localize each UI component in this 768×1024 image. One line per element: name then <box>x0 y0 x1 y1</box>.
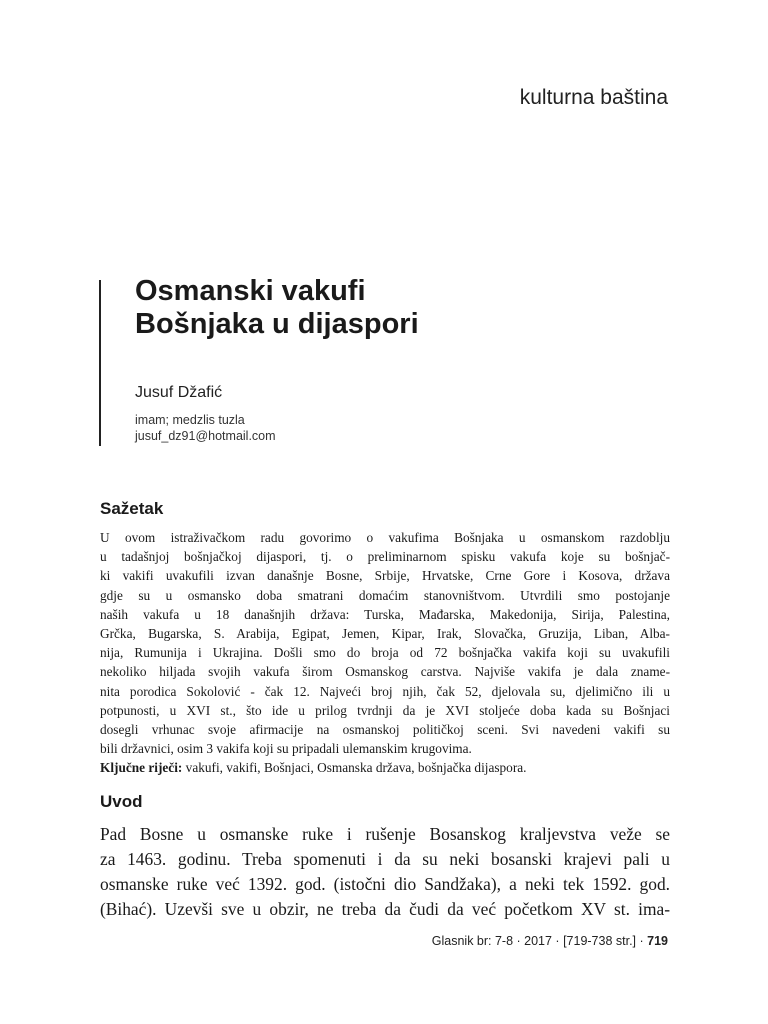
abstract-line: U ovom istraživačkom radu govorimo o vakufima Bošnjaka u osmanskom razdoblju <box>100 530 670 545</box>
abstract-line: nita porodica Sokolović - čak 12. Najveći broj njih, čak 52, djelovala su, djelimično ili u <box>100 683 670 699</box>
intro-line: Pad Bosne u osmanske ruke i rušenje Bosanskog kraljevstva veže se <box>100 824 670 844</box>
author-name: Jusuf Džafić <box>135 384 223 401</box>
abstract-line: ki vakifi uvakufili izvan današnje Bosne, Srbije, Hrvatske, Crne Gore i Kosova, država <box>100 568 670 584</box>
intro-heading: Uvod <box>100 792 143 811</box>
footer-citation: Glasnik br: 7-8 · 2017 · [719-738 str.] · <box>431 934 648 948</box>
keywords-list: vakufi, vakifi, Bošnjaci, Osmanska država, bošnjačka dijaspora. <box>182 760 527 776</box>
page-footer <box>432 934 668 948</box>
abstract-line: dosegli vrhunac svoje afirmacije na osmanskoj političkoj sceni. Svi navedeni vakifi su <box>100 722 670 738</box>
intro-line: osmanske ruke već 1392. god. (istočni dio Sandžaka), a neki tek 1592. god. <box>100 874 670 894</box>
abstract-line: bili državnici, osim 3 vakifa koji su pripadali ulemanskim krugovima. <box>100 741 472 757</box>
author-affiliation: imam; medzlis tuzla <box>135 413 245 427</box>
abstract-heading: Sažetak <box>100 499 164 518</box>
abstract-line: potpunosti, u XVI st., što ide u prilog tvrdnji da je XVI stoljeće doba kada su Bošnjaci <box>100 702 670 718</box>
section-tag: kulturna baština <box>519 86 668 109</box>
abstract-line: u tadašnjoj bošnjačkoj dijaspori, tj. o preliminarnom spisku vakufa koje su bošnjač- <box>100 549 670 565</box>
intro-line: (Bihać). Uzevši sve u obzir, ne treba da čudi da već početkom XV st. ima- <box>100 899 670 919</box>
intro-body <box>100 822 670 922</box>
author-email[interactable]: jusuf_dz91@hotmail.com <box>135 429 276 443</box>
keywords <box>100 758 670 777</box>
page-number: 719 <box>647 934 668 948</box>
abstract-line: gdje su u osmansko doba smatrani domaćim stanovništvom. Utvrdili smo postojanje <box>100 587 670 603</box>
abstract-line: nekoliko hiljada svojih vakufa širom Osmanskog carstva. Najviše vakifa je dala zname- <box>100 664 670 680</box>
article-title <box>135 275 419 341</box>
title-line: Osmanski vakufi <box>135 275 366 307</box>
abstract-body <box>100 528 670 778</box>
article-header <box>99 275 661 446</box>
abstract-line: naših vakufa u 18 današnjih država: Turska, Mađarska, Makedonija, Sirija, Palestina, <box>100 606 670 622</box>
intro-line: za 1463. godinu. Treba spomenuti i da su neki bosanski krajevi pali u <box>100 849 670 869</box>
abstract-line: Grčka, Bugarska, S. Arabija, Egipat, Jemen, Kipar, Irak, Slovačka, Gruzija, Liban, Alba- <box>100 626 670 642</box>
keywords-label: Ključne riječi: <box>100 760 183 776</box>
abstract-line: nija, Rumunija i Ukrajina. Došli smo do broja od 72 bošnjačka vakifa koji su uvakufili <box>100 645 670 661</box>
title-line: Bošnjaka u dijaspori <box>135 308 419 340</box>
